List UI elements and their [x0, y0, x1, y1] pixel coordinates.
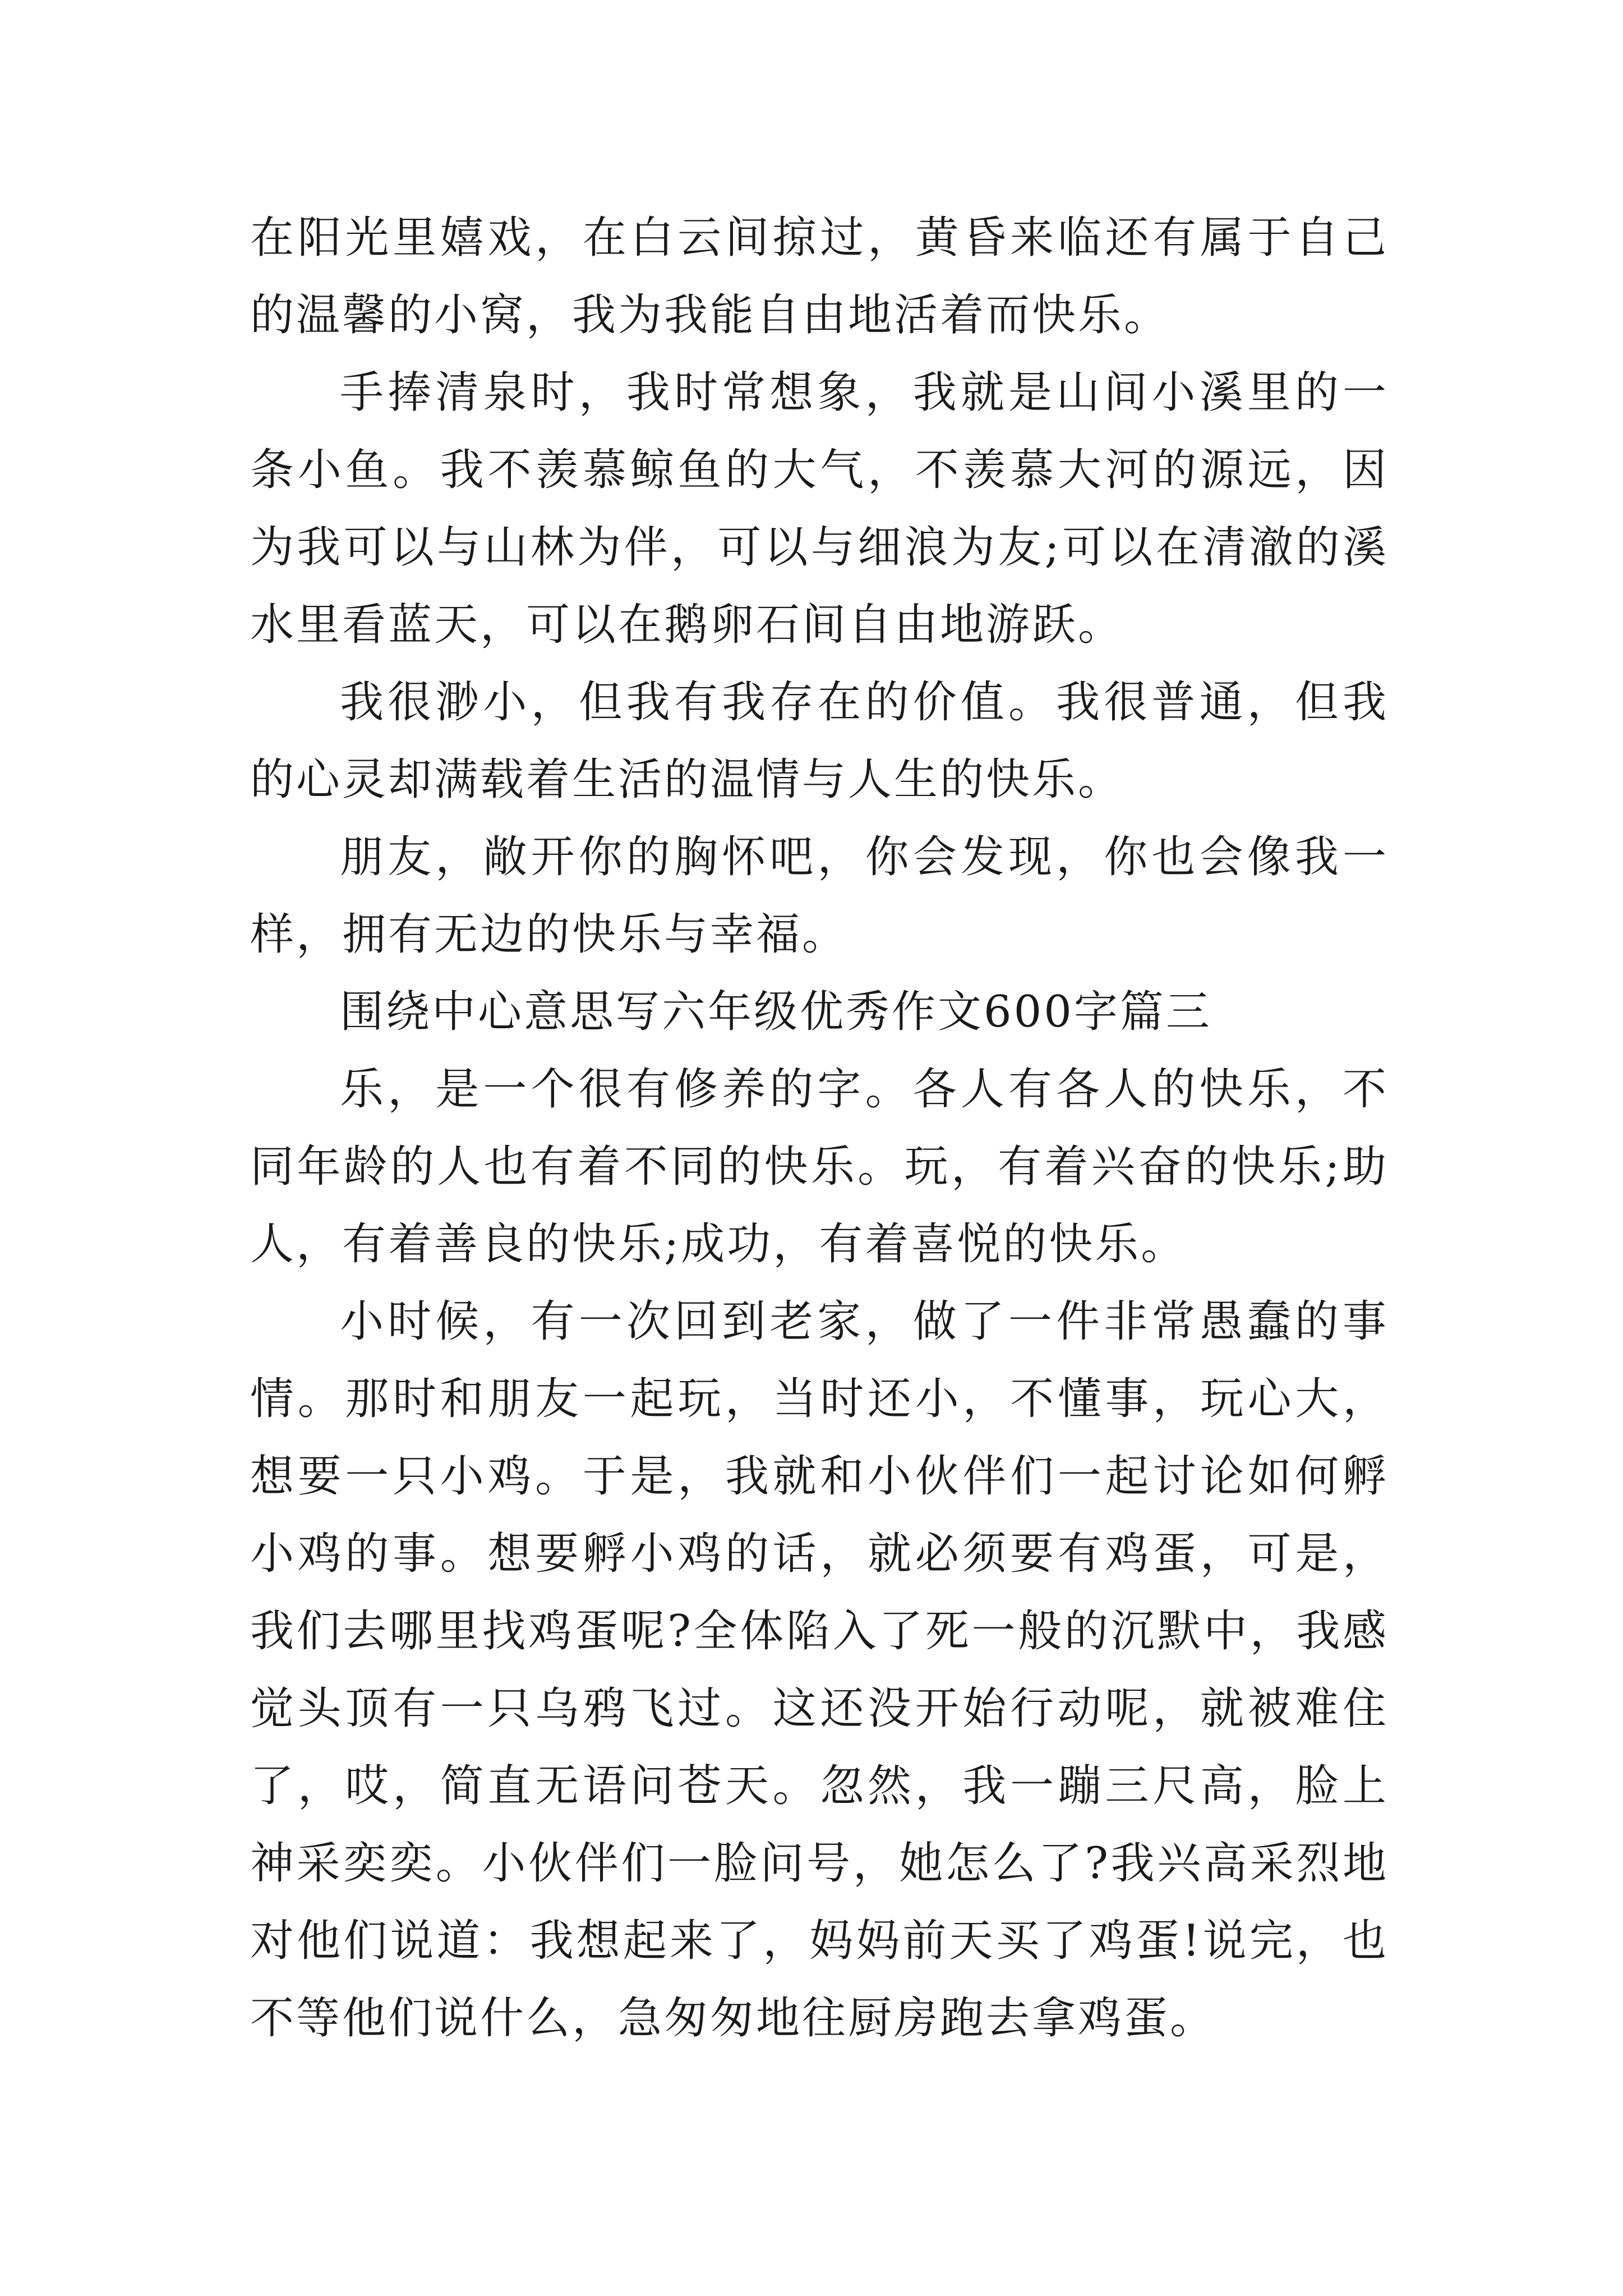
paragraph-4: 朋友，敞开你的胸怀吧，你会发现，你也会像我一样，拥有无边的快乐与幸福。: [250, 832, 1389, 960]
paragraph-6: 小时候，有一次回到老家，做了一件非常愚蠢的事情。那时和朋友一起玩，当时还小，不懂事，玩心大，想要一只小鸡。于是，我就和小伙伴们一起讨论如何孵小鸡的事。想要孵小鸡的话，就必须要有鸡蛋，可是，我们去哪里找鸡蛋呢?全体陷入了死一般的沉默中，我感觉头顶有一只乌鸦飞过。这还没开始行动呢，就被难住了，哎，简直无语问苍天。忽然，我一蹦三尺高，脸上神采奕奕。小伙伴们一脸问号，她怎么了?我兴高采烈地对他们说道：我想起来了，妈妈前天买了鸡蛋!说完，也不等他们说什么，急匆匆地往厨房跑去拿鸡蛋。: [250, 1296, 1389, 2044]
paragraph-5: 乐，是一个很有修养的字。各人有各人的快乐，不同年龄的人也有着不同的快乐。玩，有着兴奋的快乐;助人，有着善良的快乐;成功，有着喜悦的快乐。: [250, 1064, 1389, 1269]
essay-body: [250, 199, 1389, 2057]
paragraph-3: 我很渺小，但我有我存在的价值。我很普通，但我的心灵却满载着生活的温情与人生的快乐。: [250, 677, 1389, 805]
section-heading: 围绕中心意思写六年级优秀作文600字篇三: [340, 987, 1212, 1037]
paragraph-1: 在阳光里嬉戏，在白云间掠过，黄昏来临还有属于自己的温馨的小窝，我为我能自由地活着而快乐。: [250, 213, 1389, 341]
paragraph-2: 手捧清泉时，我时常想象，我就是山间小溪里的一条小鱼。我不羡慕鲸鱼的大气，不羡慕大河的源远，因为我可以与山林为伴，可以与细浪为友;可以在清澈的溪水里看蓝天，可以在鹅卵石间自由地游跃。: [250, 367, 1389, 650]
